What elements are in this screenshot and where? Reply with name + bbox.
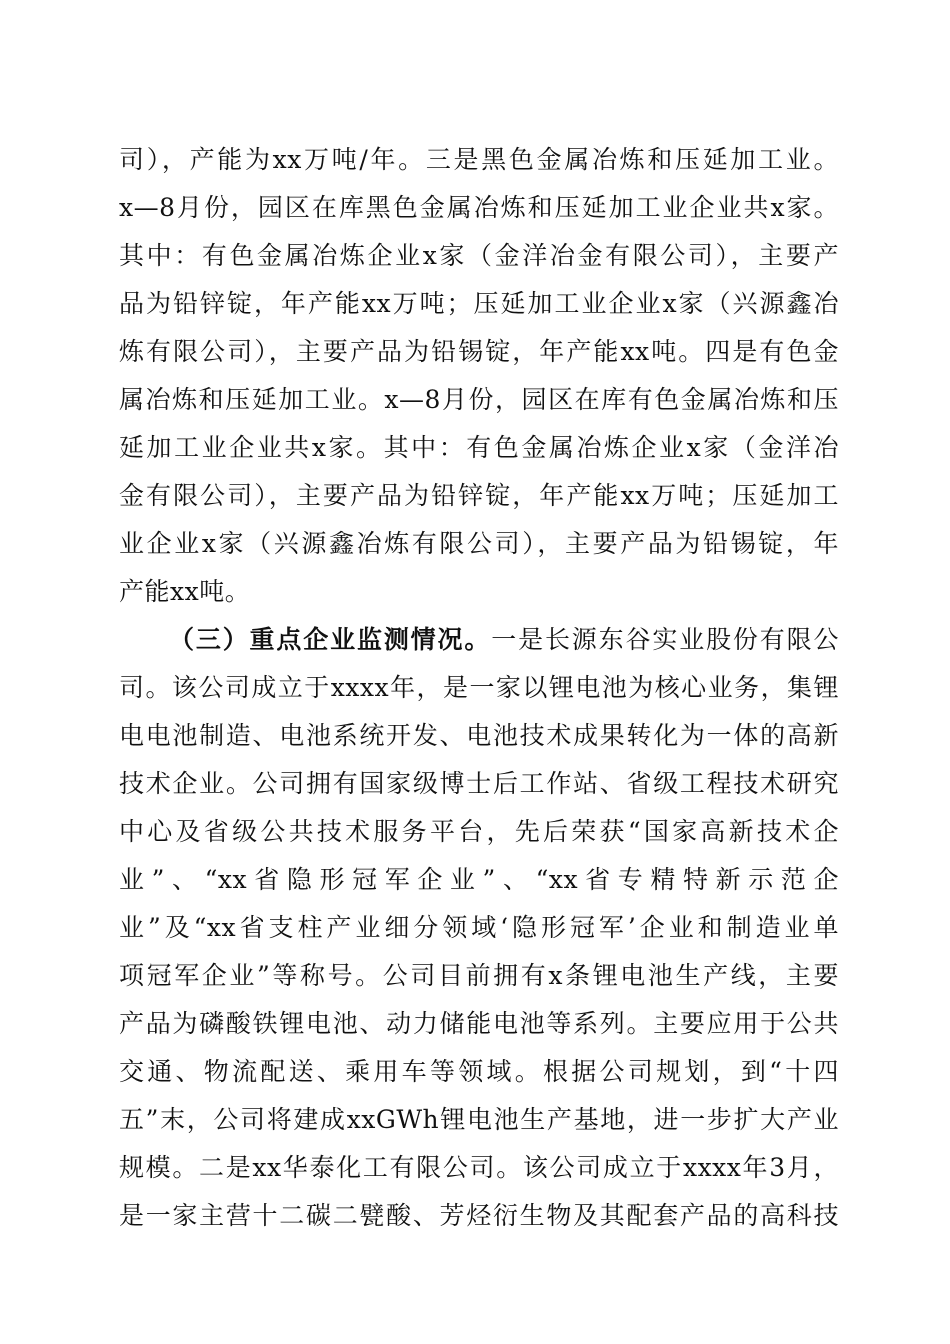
text-line: 电电池制造、电池系统开发、电池技术成果转化为一体的高新 — [119, 721, 839, 750]
paragraph-first-line — [169, 618, 839, 662]
text-line: 项冠军企业”等称号。公司目前拥有x条锂电池生产线，主要 — [119, 961, 839, 990]
text-line: 品为铅锌锭，年产能xx万吨；压延加工业企业x家（兴源鑫冶 — [119, 289, 839, 318]
text-line: 交通、物流配送、乘用车等领域。根据公司规划，到“十四 — [119, 1057, 839, 1086]
text-line: 金有限公司），主要产品为铅锌锭，年产能xx万吨；压延加工 — [119, 481, 839, 510]
text-line: 延加工业企业共x家。其中：有色金属冶炼企业x家（金洋冶 — [119, 433, 839, 462]
text-line: 司），产能为xx万吨/年。三是黑色金属冶炼和压延加工业。 — [119, 145, 839, 174]
text-line: 技术企业。公司拥有国家级博士后工作站、省级工程技术研究 — [119, 769, 839, 798]
text-line: 产能xx吨。 — [119, 577, 251, 606]
text-line: 规模。二是xx华泰化工有限公司。该公司成立于xxxx年3月， — [119, 1153, 839, 1182]
text-line: 业”及“xx省支柱产业细分领域‘隐形冠军’企业和制造业单 — [119, 913, 839, 942]
text-line: 产品为磷酸铁锂电池、动力储能电池等系列。主要应用于公共 — [119, 1009, 839, 1038]
text-line: 业”、“xx省隐形冠军企业”、“xx省专精特新示范企 — [119, 865, 839, 894]
text-line: 炼有限公司），主要产品为铅锡锭，年产能xx吨。四是有色金 — [119, 337, 839, 366]
text-line: x—8月份，园区在库黑色金属冶炼和压延加工业企业共x家。 — [119, 193, 839, 222]
text-line: 业企业x家（兴源鑫冶炼有限公司），主要产品为铅锡锭，年 — [119, 529, 839, 558]
section-heading: （三）重点企业监测情况。 — [169, 625, 492, 654]
text-line: 其中：有色金属冶炼企业x家（金洋冶金有限公司），主要产 — [119, 241, 839, 270]
text-line: 司。该公司成立于xxxx年，是一家以锂电池为核心业务，集锂 — [119, 673, 839, 702]
text-line: 是一家主营十二碳二甓酸、芳烃衍生物及其配套产品的高科技 — [119, 1201, 839, 1230]
text-line: 属冶炼和压延加工业。x—8月份，园区在库有色金属冶炼和压 — [119, 385, 839, 414]
text-line: 中心及省级公共技术服务平台，先后荣获“国家高新技术企 — [119, 817, 839, 846]
text-line: 五”末，公司将建成xxGWh锂电池生产基地，进一步扩大产业 — [119, 1105, 839, 1134]
text-run: 一是长源东谷实业股份有限公 — [491, 625, 839, 654]
